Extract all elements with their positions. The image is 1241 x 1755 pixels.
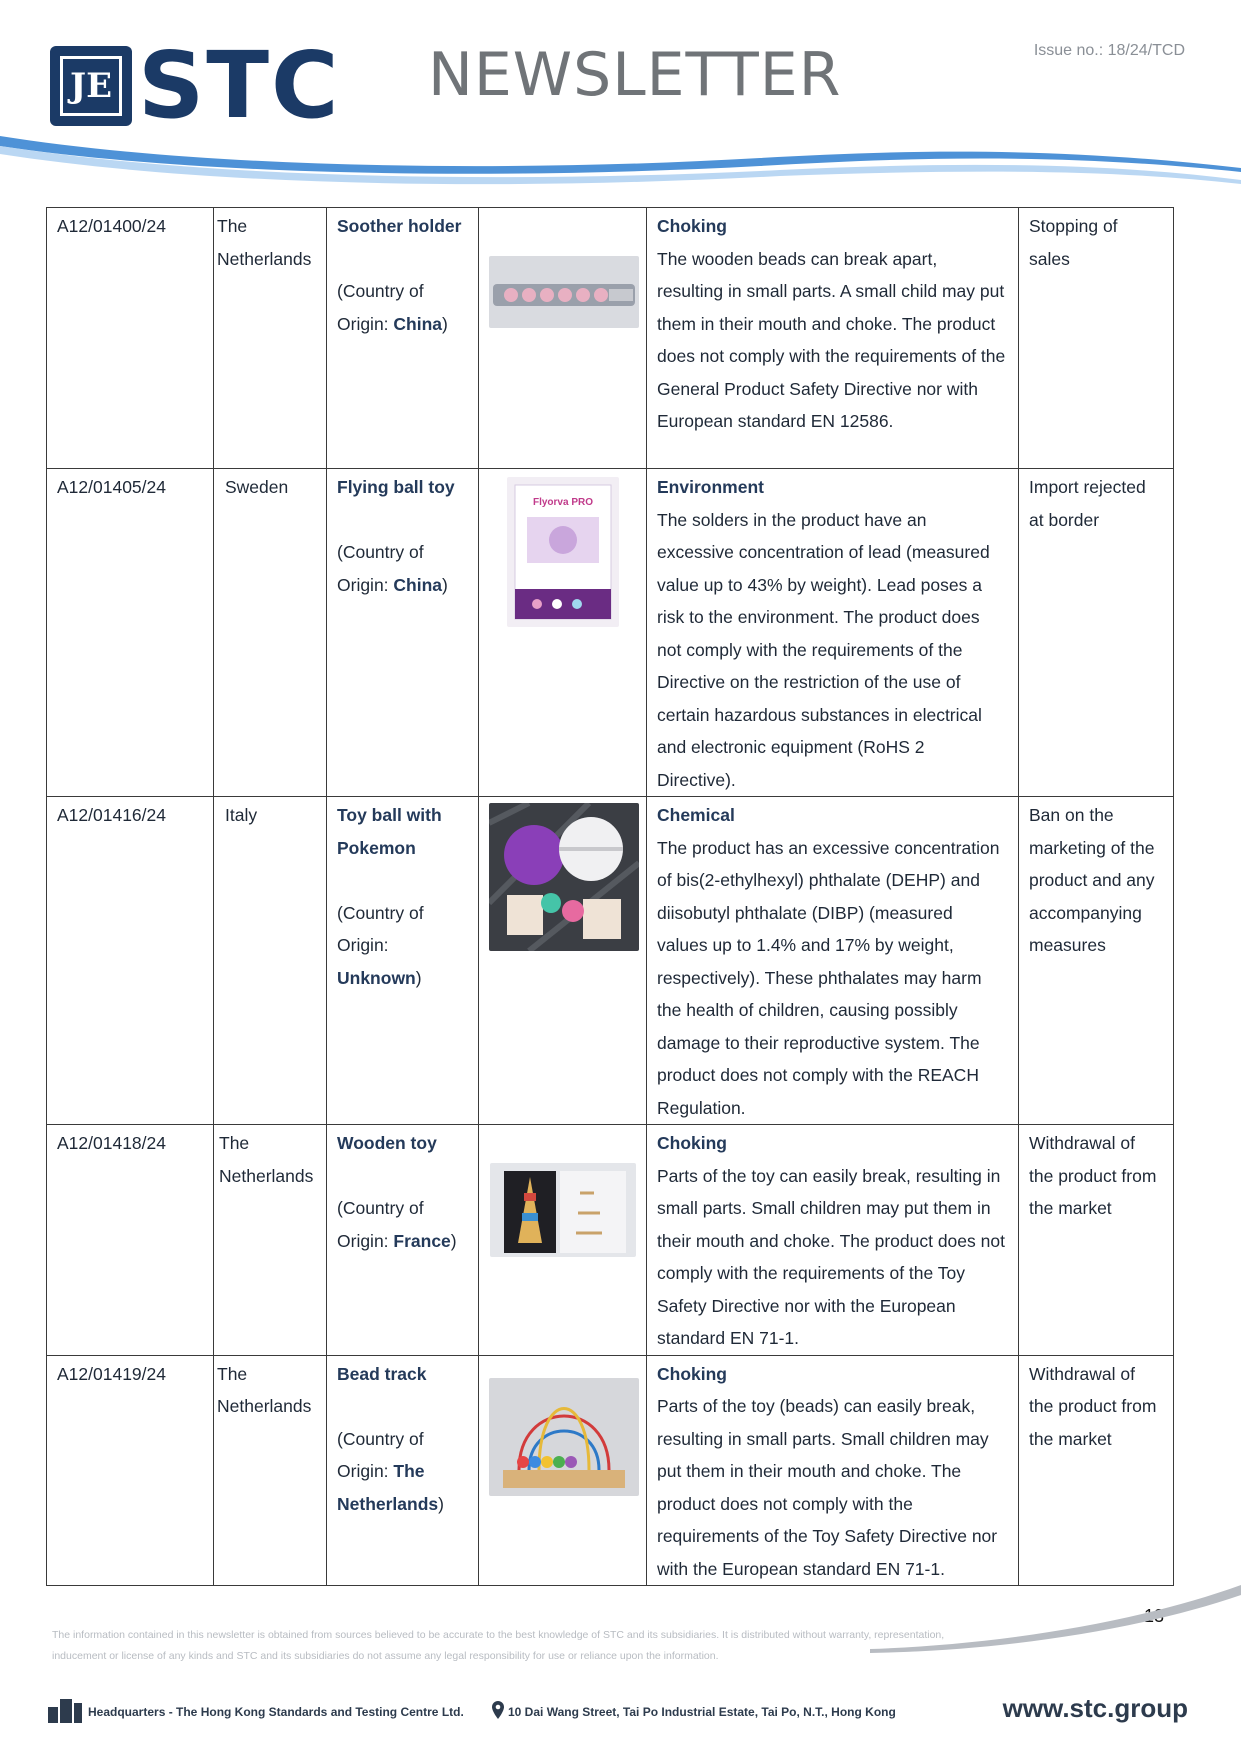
reference-number: A12/01405/24	[47, 469, 214, 797]
table-row	[47, 208, 1174, 469]
reference-number: A12/01419/24	[47, 1355, 214, 1586]
headquarters-text: Headquarters - The Hong Kong Standards and Testing Centre Ltd.	[88, 1705, 464, 1719]
page-header	[0, 0, 1241, 200]
measures-taken: Import rejected at border	[1019, 469, 1174, 797]
risk-description: The solders in the product have an excessive concentration of lead (measured value up to 43% by weight). Lead poses a risk to the environment. The product does not comply with the requirements of the Directive on the restriction of the use of certain hazardous substances in electrical and electronic equipment (RoHS 2 Directive).	[657, 509, 990, 790]
svg-text:Flyorva PRO: Flyorva PRO	[532, 497, 593, 508]
product-cell	[327, 1355, 479, 1586]
country-of-origin: (Country of Origin: France)	[337, 1198, 457, 1251]
reference-number: A12/01400/24	[47, 208, 214, 469]
risk-cell	[647, 1125, 1019, 1356]
header-swoosh	[0, 128, 1241, 198]
address-text: 10 Dai Wang Street, Tai Po Industrial Estate, Tai Po, N.T., Hong Kong	[508, 1705, 896, 1719]
product-cell	[327, 208, 479, 469]
notifying-country: The Netherlands	[214, 208, 327, 469]
recall-table	[46, 207, 1174, 1586]
product-image-cell	[479, 797, 647, 1125]
risk-cell	[647, 469, 1019, 797]
reference-number: A12/01418/24	[47, 1125, 214, 1356]
product-cell	[327, 797, 479, 1125]
risk-type: Chemical	[657, 805, 735, 825]
location-pin-icon	[492, 1701, 504, 1719]
risk-cell	[647, 208, 1019, 469]
building-icon	[48, 1697, 82, 1723]
country-of-origin: (Country of Origin: China)	[337, 542, 448, 595]
risk-type: Choking	[657, 216, 727, 236]
product-name: Soother holder	[337, 216, 462, 236]
product-name: Toy ball with Pokemon	[337, 805, 442, 858]
country-of-origin: (Country of Origin: The Netherlands)	[337, 1428, 444, 1514]
measures-taken: Withdrawal of the product from the market	[1019, 1355, 1174, 1586]
table-row	[47, 469, 1174, 797]
logo-text: STC	[138, 32, 341, 139]
website-link[interactable]: www.stc.group	[1002, 1693, 1188, 1723]
stc-logo-mark	[50, 46, 132, 126]
footer-bar	[48, 1693, 1188, 1733]
notifying-country: Italy	[214, 797, 327, 1125]
product-name: Bead track	[337, 1363, 427, 1384]
product-image-cell	[479, 208, 647, 469]
risk-description: The wooden beads can break apart, resulting in small parts. A small child may put them in their mouth and choke. The product does not comply with the requirements of the General Product Safety Directive nor with European standard EN 12586.	[657, 248, 1006, 431]
table-row	[47, 1355, 1174, 1586]
measures-taken: Ban on the marketing of the product and any accompanying measures	[1019, 797, 1174, 1125]
product-name: Wooden toy	[337, 1133, 437, 1153]
risk-cell	[647, 1355, 1019, 1586]
notifying-country: The Netherlands	[214, 1125, 327, 1356]
risk-description: Parts of the toy (beads) can easily break, resulting in small parts. Small children may put them in their mouth and choke. The product does not comply with the requirements of the Toy Safety Directive nor with the European standard EN 71-1.	[657, 1396, 998, 1579]
risk-description: The product has an excessive concentration of bis(2-ethylhexyl) phthalate (DEHP) and diisobutyl phthalate (DIBP) (measured values up to 1.4% and 17% by weight, respectively). These phthalates may harm the health of children, causing possibly damage to their reproductive system. The product does not comply with the REACH Regulation.	[657, 837, 1000, 1118]
bead-track-photo	[489, 1378, 639, 1496]
risk-type: Choking	[657, 1133, 727, 1153]
product-image-cell	[479, 1125, 647, 1356]
measures-taken: Withdrawal of the product from the market	[1019, 1125, 1174, 1356]
measures-taken: Stopping of sales	[1019, 208, 1174, 469]
product-cell	[327, 469, 479, 797]
flying-ball-toy-photo	[507, 477, 619, 627]
soother-holder-photo	[489, 256, 639, 328]
reference-number: A12/01416/24	[47, 797, 214, 1125]
product-name: Flying ball toy	[337, 477, 455, 497]
country-of-origin: (Country of Origin: Unknown)	[337, 902, 424, 988]
notifying-country: Sweden	[214, 469, 327, 797]
table-row	[47, 1125, 1174, 1356]
issue-number: Issue no.: 18/24/TCD	[1033, 42, 1185, 59]
risk-cell	[647, 797, 1019, 1125]
product-image-cell	[479, 469, 647, 797]
notifying-country: The Netherlands	[214, 1355, 327, 1586]
risk-description: Parts of the toy can easily break, resulting in small parts. Small children may put them in their mouth and choke. The product does not comply with the requirements of the Toy Safety Directive nor with the European standard EN 71-1.	[657, 1165, 1005, 1348]
risk-type: Choking	[657, 1363, 727, 1384]
disclaimer-text: The information contained in this newsletter is obtained from sources believed to be accurate to the best knowledge of STC and its subsidiaries. It is distributed without warranty, representation, inducement or license of any kinds and STC and its subsidiaries do not assume any legal responsibility for use or reliance upon the information.	[52, 1629, 945, 1662]
product-image-cell	[479, 1355, 647, 1586]
table-row	[47, 797, 1174, 1125]
country-of-origin: (Country of Origin: China)	[337, 281, 448, 334]
product-cell	[327, 1125, 479, 1356]
newsletter-title: NEWSLETTER	[428, 40, 842, 110]
risk-type: Environment	[657, 477, 764, 497]
pokemon-ball-photo	[489, 803, 639, 951]
logo-mark-text: JE	[60, 56, 122, 116]
wooden-toy-photo	[490, 1163, 636, 1257]
stc-logo	[50, 32, 341, 139]
